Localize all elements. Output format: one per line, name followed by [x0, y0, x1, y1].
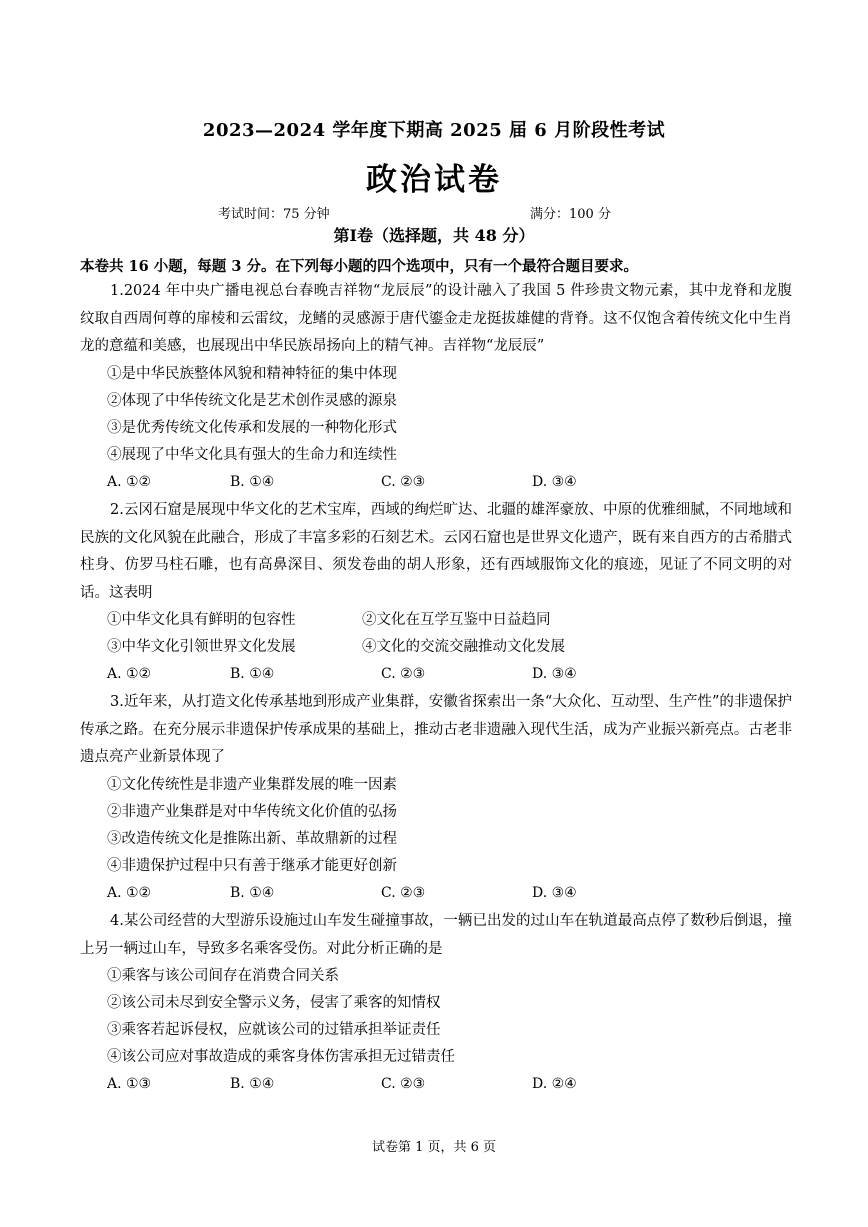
q2-choice-c: C. ②③	[381, 666, 426, 682]
q1-statement-4: ④展现了中华文化具有强大的生命力和连续性	[107, 447, 397, 463]
q1-choice-d: D. ③④	[532, 474, 577, 490]
q2-choice-a: A. ①②	[107, 666, 152, 682]
section-title: 第Ⅰ卷（选择题，共 48 分）	[333, 226, 535, 245]
q3-choice-b: B. ①④	[230, 885, 275, 901]
question-4-stem: 4.某公司经营的大型游乐设施过山车发生碰撞事故，一辆已出发的过山车在轨道最高点停了数秒后倒退，撞上另一辆过山车，导致多名乘客受伤。对此分析正确的是	[80, 913, 792, 957]
q4-statement-1: ①乘客与该公司间存在消费合同关系	[107, 968, 339, 984]
exam-time: 考试时间：75 分钟	[218, 207, 330, 222]
q2-statement-3: ③中华文化引领世界文化发展	[107, 639, 296, 655]
full-score: 满分：100 分	[530, 207, 611, 222]
q3-choice-c: C. ②③	[381, 885, 426, 901]
q1-choice-a: A. ①②	[107, 474, 152, 490]
q2-statement-1: ①中华文化具有鲜明的包容性	[107, 612, 296, 628]
page-footer: 试卷第 1 页，共 6 页	[371, 1140, 497, 1155]
question-2-stem: 2.云冈石窟是展现中华文化的艺术宝库，西域的绚烂旷达、北疆的雄浑豪放、中原的优雅细腻，不同地域和民族的文化风貌在此融合，形成了丰富多彩的石刻艺术。云冈石窟也是世界文化遗产，既有来自西方的古希腊式柱身、仿罗马柱石雕，也有高鼻深目、须发卷曲的胡人形象，还有西域服饰文化的痕迹，见证了不同文明的对话。这表明	[80, 502, 792, 601]
q2-choice-d: D. ③④	[532, 666, 577, 682]
q2-statement-4: ④文化的交流交融推动文化发展	[362, 639, 565, 655]
q4-choice-c: C. ②③	[381, 1076, 426, 1092]
question-1-stem: 1.2024 年中央广播电视总台春晚吉祥物“龙辰辰”的设计融入了我国 5 件珍贵文物元素，其中龙脊和龙腹纹取自西周何尊的扉棱和云雷纹，龙鳍的灵感源于唐代鎏金走龙挺拔雄健的背脊。这不仅饱含着传统文化中生肖龙的意蕴和美感，也展现出中华民族昂扬向上的精气神。吉祥物“龙辰辰”	[80, 283, 792, 354]
q4-choice-a: A. ①③	[107, 1076, 152, 1092]
q3-choice-d: D. ③④	[532, 885, 577, 901]
q1-choice-c: C. ②③	[381, 474, 426, 490]
q3-choice-a: A. ①②	[107, 885, 152, 901]
subject-title: 政治试卷	[366, 162, 502, 198]
q1-statement-3: ③是优秀传统文化传承和发展的一种物化形式	[107, 420, 397, 436]
q3-statement-1: ①文化传统性是非遗产业集群发展的唯一因素	[107, 777, 397, 793]
q3-statement-2: ②非遗产业集群是对中华传统文化价值的弘扬	[107, 804, 397, 820]
q4-statement-2: ②该公司未尽到安全警示义务，侵害了乘客的知情权	[107, 995, 441, 1011]
q2-statement-2: ②文化在互学互鉴中日益趋同	[362, 612, 551, 628]
exam-title: 2023—2024 学年度下期高 2025 届 6 月阶段性考试	[202, 120, 666, 141]
instructions: 本卷共 16 小题，每题 3 分。在下列每小题的四个选项中，只有一个最符合题目要求。	[80, 258, 638, 275]
question-3-stem: 3.近年来，从打造文化传承基地到形成产业集群，安徽省探索出一条“大众化、互动型、生产性”的非遗保护传承之路。在充分展示非遗保护传承成果的基础上，推动古老非遗融入现代生活，成为产业振兴新亮点。古老非遗点亮产业新景体现了	[80, 694, 792, 765]
q1-statement-2: ②体现了中华传统文化是艺术创作灵感的源泉	[107, 393, 397, 409]
q1-statement-1: ①是中华民族整体风貌和精神特征的集中体现	[107, 366, 397, 382]
q4-statement-4: ④该公司应对事故造成的乘客身体伤害承担无过错责任	[107, 1049, 455, 1065]
q2-choice-b: B. ①④	[230, 666, 275, 682]
q3-statement-3: ③改造传统文化是推陈出新、革故鼎新的过程	[107, 831, 397, 847]
q3-statement-4: ④非遗保护过程中只有善于继承才能更好创新	[107, 858, 397, 874]
q4-statement-3: ③乘客若起诉侵权，应就该公司的过错承担举证责任	[107, 1022, 441, 1038]
q1-choice-b: B. ①④	[230, 474, 275, 490]
q4-choice-d: D. ②④	[532, 1076, 577, 1092]
q4-choice-b: B. ①④	[230, 1076, 275, 1092]
